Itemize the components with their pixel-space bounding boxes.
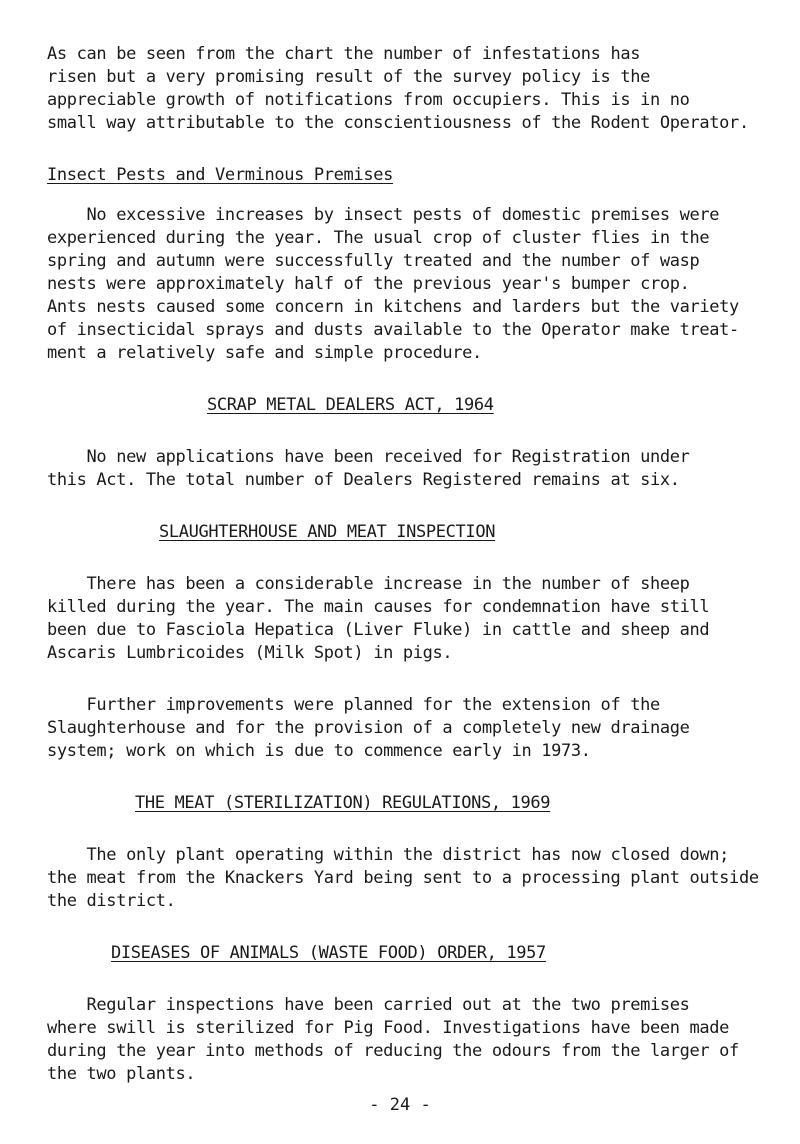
text-line: Ascaris Lumbricoides (Milk Spot) in pigs. bbox=[47, 643, 453, 663]
slaughter-paragraph-1 bbox=[47, 573, 800, 665]
text-line: killed during the year. The main causes for condemnation have still bbox=[47, 597, 710, 617]
slaughter-paragraph-2 bbox=[47, 694, 800, 763]
text-line: No new applications have been received for Registration under bbox=[47, 447, 690, 467]
text-line: No excessive increases by insect pests of domestic premises were bbox=[47, 205, 720, 225]
text-line: experienced during the year. The usual crop of cluster flies in the bbox=[47, 228, 710, 248]
text-line: Further improvements were planned for the extension of the bbox=[47, 695, 660, 715]
text-line: spring and autumn were successfully treated and the number of wasp bbox=[47, 251, 700, 271]
text-line: small way attributable to the conscientiousness of the Rodent Operator. bbox=[47, 113, 749, 133]
heading-meat-regulations: THE MEAT (STERILIZATION) REGULATIONS, 1969 bbox=[135, 793, 551, 813]
scrap-paragraph bbox=[47, 446, 800, 492]
heading-diseases-of-animals: DISEASES OF ANIMALS (WASTE FOOD) ORDER, 1957 bbox=[111, 943, 546, 963]
intro-paragraph bbox=[47, 43, 800, 135]
text-line: the two plants. bbox=[47, 1064, 196, 1084]
text-line: There has been a considerable increase in the number of sheep bbox=[47, 574, 690, 594]
text-line: nests were approximately half of the previous year's bumper crop. bbox=[47, 274, 690, 294]
text-line: The only plant operating within the district has now closed down; bbox=[47, 845, 730, 865]
text-line: of insecticidal sprays and dusts available to the Operator make treat- bbox=[47, 320, 739, 340]
text-line: been due to Fasciola Hepatica (Liver Fluke) in cattle and sheep and bbox=[47, 620, 710, 640]
text-line: risen but a very promising result of the survey policy is the bbox=[47, 67, 650, 87]
heading-slaughterhouse: SLAUGHTERHOUSE AND MEAT INSPECTION bbox=[159, 522, 496, 542]
text-line: Regular inspections have been carried out at the two premises bbox=[47, 995, 690, 1015]
text-line: Slaughterhouse and for the provision of a completely new drainage bbox=[47, 718, 690, 738]
text-line: the district. bbox=[47, 891, 176, 911]
text-line: this Act. The total number of Dealers Registered remains at six. bbox=[47, 470, 680, 490]
text-line: As can be seen from the chart the number of infestations has bbox=[47, 44, 641, 64]
text-line: the meat from the Knackers Yard being sent to a processing plant outside bbox=[47, 868, 759, 888]
meat-paragraph bbox=[47, 844, 800, 913]
page-number: - 24 - bbox=[369, 1095, 431, 1115]
text-line: appreciable growth of notifications from occupiers. This is in no bbox=[47, 90, 690, 110]
insect-paragraph bbox=[47, 204, 800, 365]
heading-insect-pests: Insect Pests and Verminous Premises bbox=[47, 165, 393, 185]
text-line: where swill is sterilized for Pig Food. Investigations have been made bbox=[47, 1018, 730, 1038]
text-line: during the year into methods of reducing the odours from the larger of bbox=[47, 1041, 739, 1061]
diseases-paragraph bbox=[47, 994, 800, 1086]
text-line: system; work on which is due to commence early in 1973. bbox=[47, 741, 591, 761]
text-line: ment a relatively safe and simple procedure. bbox=[47, 343, 482, 363]
heading-scrap-metal: SCRAP METAL DEALERS ACT, 1964 bbox=[207, 395, 494, 415]
text-line: Ants nests caused some concern in kitchens and larders but the variety bbox=[47, 297, 739, 317]
